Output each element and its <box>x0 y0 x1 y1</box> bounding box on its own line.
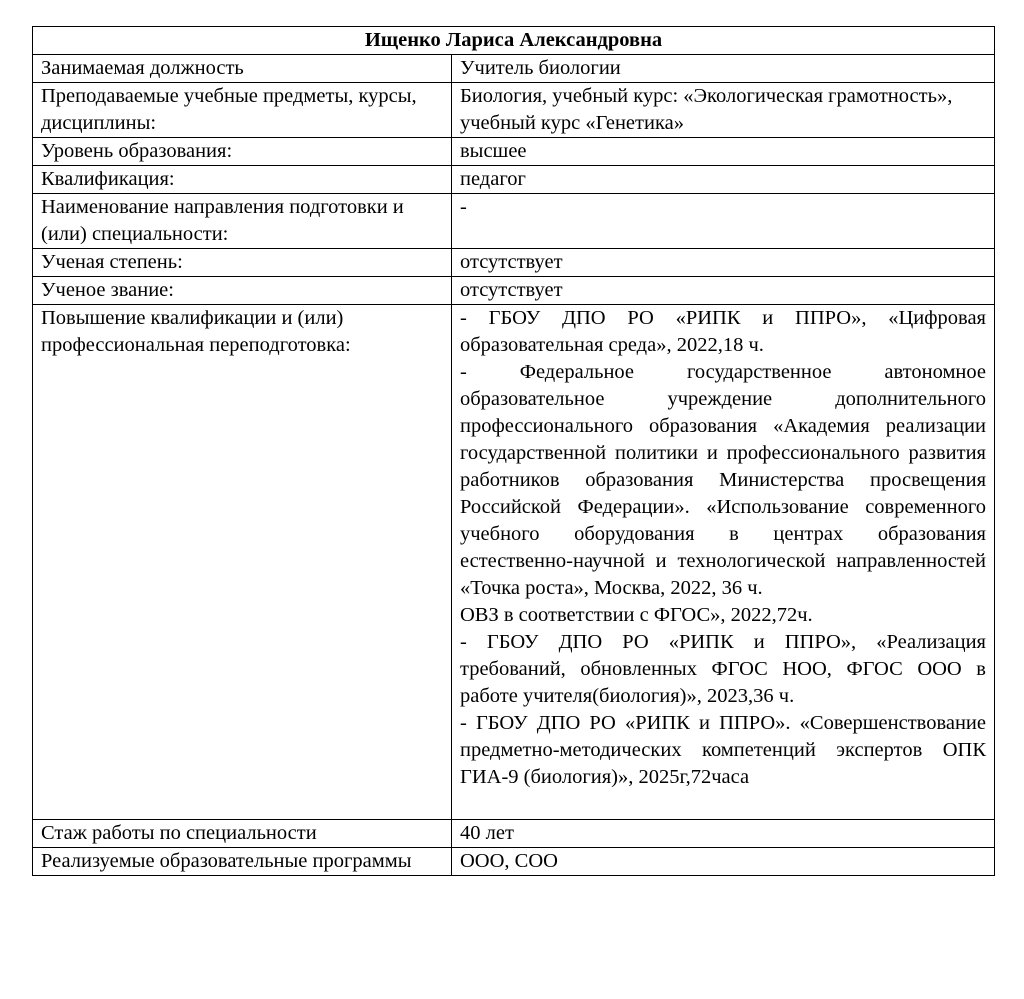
academic-title-value: отсутствует <box>452 277 995 305</box>
position-label: Занимаемая должность <box>33 55 452 83</box>
table-row <box>33 166 995 194</box>
academic-degree-value: отсутствует <box>452 249 995 277</box>
table-row <box>33 55 995 83</box>
list-item: ОВЗ в соответствии с ФГОС», 2022,72ч. <box>460 604 813 626</box>
experience-value: 40 лет <box>452 820 995 848</box>
academic-degree-label: Ученая степень: <box>33 249 452 277</box>
table-row <box>33 194 995 249</box>
qualification-value: педагог <box>452 166 995 194</box>
professional-development-label: Повышение квалификации и (или) профессиональная переподготовка: <box>33 305 452 820</box>
experience-label: Стаж работы по специальности <box>33 820 452 848</box>
list-item: - ГБОУ ДПО РО «РИПК и ППРО». «Совершенствование предметно-методических компетенций экспертов ОПК ГИА-9 (биология)», 2025г,72часа <box>460 712 986 788</box>
teacher-info-table <box>32 26 995 876</box>
specialty-label: Наименование направления подготовки и (или) специальности: <box>33 194 452 249</box>
list-item: - ГБОУ ДПО РО «РИПК и ППРО», «Цифровая образовательная среда», 2022,18 ч. <box>460 307 986 356</box>
professional-development-list <box>452 305 995 820</box>
teacher-name: Ищенко Лариса Александровна <box>33 27 995 55</box>
list-item: - ГБОУ ДПО РО «РИПК и ППРО», «Реализация требований, обновленных ФГОС НОО, ФГОС ООО в работе учителя(биология)», 2023,36 ч. <box>460 631 986 707</box>
table-row <box>33 83 995 138</box>
list-item: - Федеральное государственное автономное образовательное учреждение дополнительного профессионального образования «Академия реализации государственной политики и профессионального развития работников образования Министерства просвещения Российской Федерации». «Использование современного учебного оборудования в центрах образования естественно-научной и технологической направленностей «Точка роста», Москва, 2022, 36 ч. <box>460 361 986 599</box>
table-row <box>33 277 995 305</box>
programs-value: ООО, СОО <box>452 848 995 876</box>
qualification-label: Квалификация: <box>33 166 452 194</box>
table-row <box>33 249 995 277</box>
position-value: Учитель биологии <box>452 55 995 83</box>
table-row <box>33 820 995 848</box>
education-level-label: Уровень образования: <box>33 138 452 166</box>
academic-title-label: Ученое звание: <box>33 277 452 305</box>
subjects-value: Биология, учебный курс: «Экологическая грамотность», учебный курс «Генетика» <box>452 83 995 138</box>
programs-label: Реализуемые образовательные программы <box>33 848 452 876</box>
table-row <box>33 305 995 820</box>
specialty-value: - <box>452 194 995 249</box>
table-row <box>33 138 995 166</box>
title-row <box>33 27 995 55</box>
subjects-label: Преподаваемые учебные предметы, курсы, дисциплины: <box>33 83 452 138</box>
education-level-value: высшее <box>452 138 995 166</box>
table-row <box>33 848 995 876</box>
